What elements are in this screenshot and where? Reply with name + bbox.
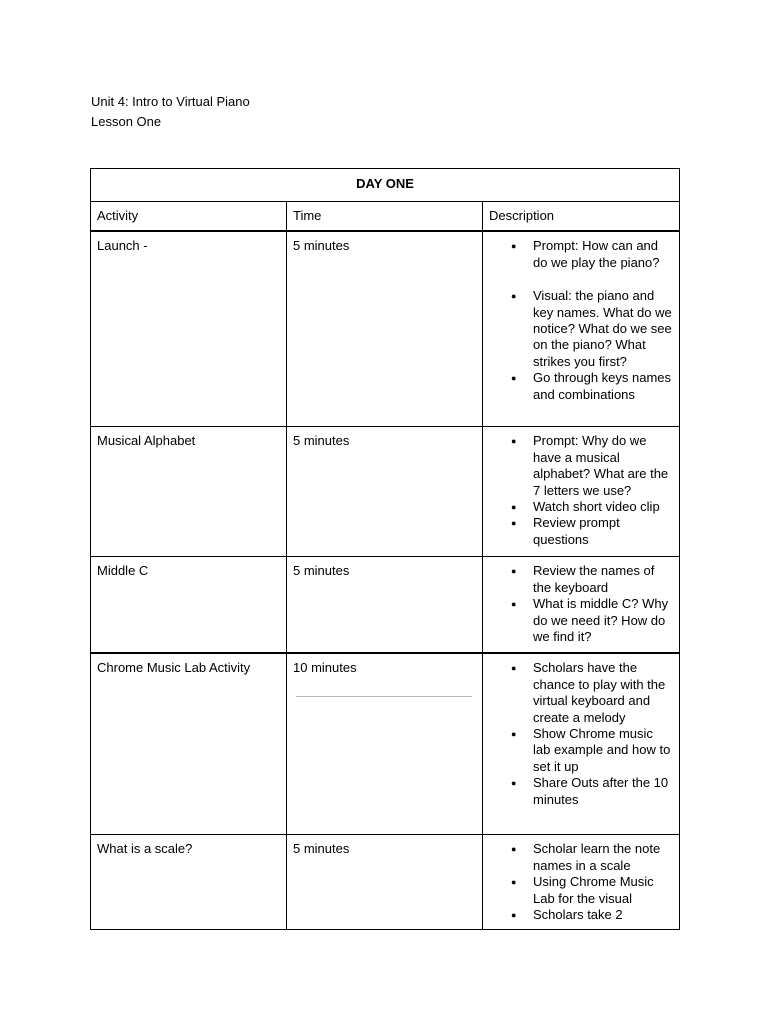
list-item: ● What is middle C? Why do we need it? How do we find it? — [533, 596, 673, 645]
description-list — [489, 563, 673, 645]
list-item: ● Review the names of the keyboard — [533, 563, 673, 596]
activity-cell: What is a scale? — [91, 835, 287, 930]
list-item: ● Go through keys names and combinations — [533, 370, 673, 403]
document-header — [91, 92, 250, 131]
table-row — [91, 231, 680, 427]
description-cell — [483, 557, 680, 654]
time-cell: 5 minutes — [287, 231, 483, 427]
lesson-plan-table — [90, 168, 680, 930]
header-row — [91, 202, 680, 232]
description-cell — [483, 231, 680, 427]
lesson-title: Lesson One — [91, 113, 162, 129]
column-header-activity: Activity — [91, 202, 287, 232]
description-list — [489, 238, 673, 403]
table-row — [91, 557, 680, 654]
activity-cell: Musical Alphabet — [91, 427, 287, 557]
table-row — [91, 653, 680, 835]
list-item: ● Review prompt questions — [533, 515, 673, 548]
day-title: DAY ONE — [91, 169, 680, 202]
list-item: ● Scholar learn the note names in a scale — [533, 841, 673, 874]
description-list — [489, 660, 673, 808]
list-item: ● Scholars have the chance to play with the virtual keyboard and create a melody — [533, 660, 673, 726]
divider-line — [296, 696, 472, 697]
time-cell: 5 minutes — [287, 835, 483, 930]
list-item: ● Watch short video clip — [533, 499, 673, 515]
list-item: ● Using Chrome Music Lab for the visual — [533, 874, 673, 907]
column-header-time: Time — [287, 202, 483, 232]
unit-title: Unit 4: Intro to Virtual Piano — [91, 94, 250, 109]
table-row — [91, 427, 680, 557]
list-item: ● Prompt: How can and do we play the piano? — [533, 238, 673, 271]
list-item: ● Visual: the piano and key names. What do we notice? What do we see on the piano? What strikes you first? — [533, 288, 673, 370]
activity-cell: Middle C — [91, 557, 287, 654]
time-cell: 5 minutes — [287, 427, 483, 557]
time-value: 10 minutes — [293, 660, 357, 676]
list-item: ● Share Outs after the 10 minutes — [533, 775, 673, 808]
description-cell — [483, 653, 680, 835]
activity-cell: Launch - — [91, 231, 287, 427]
time-cell: 5 minutes — [287, 557, 483, 654]
description-list — [489, 841, 673, 923]
description-cell — [483, 427, 680, 557]
description-list — [489, 433, 673, 548]
list-item: ● Prompt: Why do we have a musical alphabet? What are the 7 letters we use? — [533, 433, 673, 499]
description-cell — [483, 835, 680, 930]
column-header-description: Description — [483, 202, 680, 232]
time-cell — [287, 653, 483, 835]
list-item: ● Show Chrome music lab example and how to set it up — [533, 726, 673, 775]
list-item: ● Scholars take 2 — [533, 907, 673, 923]
table-row — [91, 835, 680, 930]
activity-cell: Chrome Music Lab Activity — [91, 653, 287, 835]
day-title-row — [91, 169, 680, 202]
